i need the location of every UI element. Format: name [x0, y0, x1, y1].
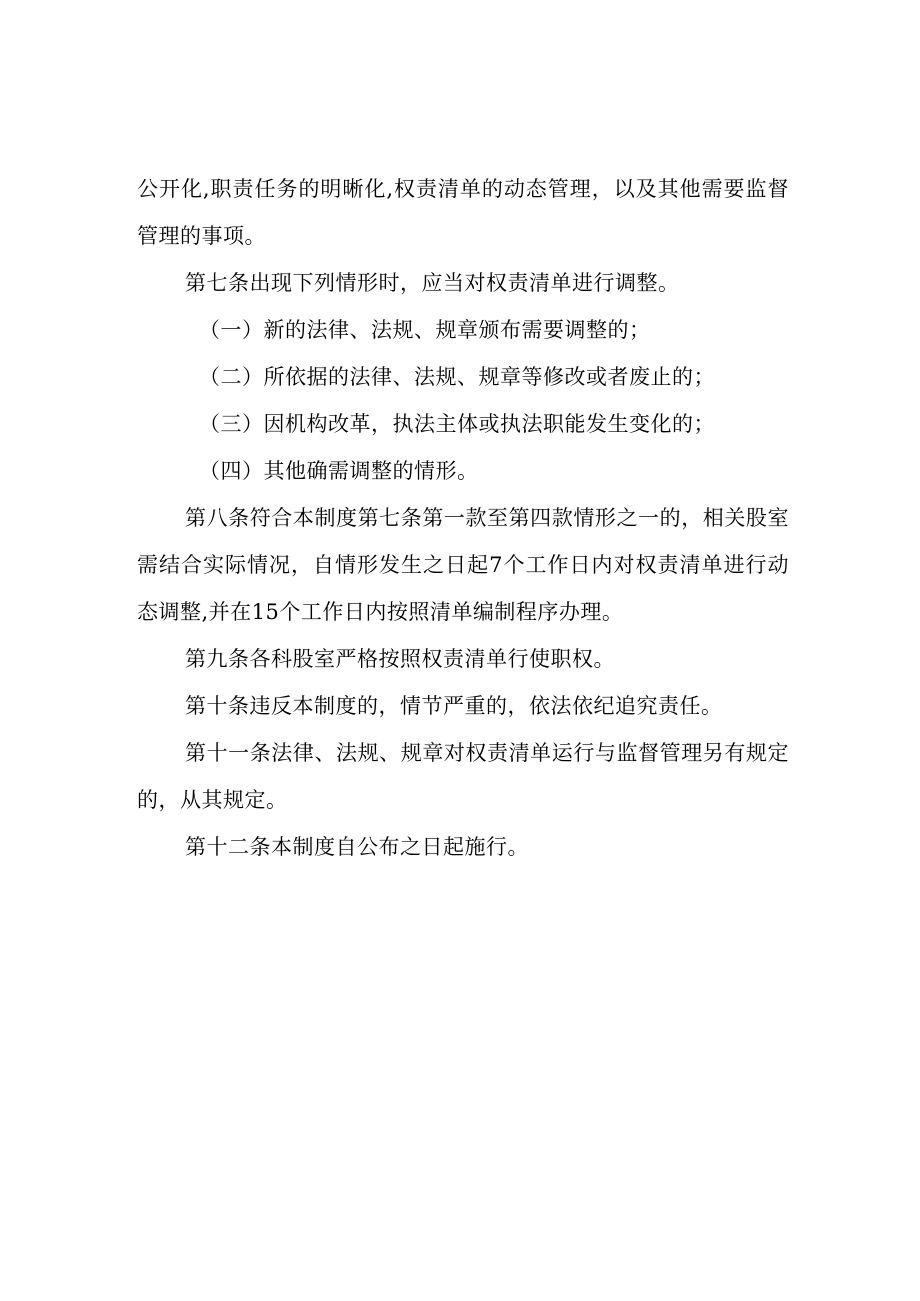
- article-7: 第七条出现下列情形时，应当对权责清单进行调整。: [185, 271, 680, 295]
- article-9: 第九条各科股室严格按照权责清单行使职权。: [185, 647, 615, 671]
- article-7-item-3: （三）因机构改革，执法主体或执法职能发生变化的；: [199, 412, 715, 436]
- article-8: 第八条符合本制度第七条第一款至第四款情形之一的，相关股室需结合实际情况，自情形发生之日起7个工作日内对权责清单进行动态调整,并在15个工作日内按照清单编制程序办理。: [137, 506, 789, 624]
- article-12: 第十二条本制度自公布之日起施行。: [185, 835, 529, 859]
- document-body: [137, 166, 789, 871]
- article-7-item-4: （四）其他确需调整的情形。: [199, 459, 479, 483]
- article-10: 第十条违反本制度的，情节严重的，依法依纪追究责任。: [185, 694, 723, 718]
- article-7-item-2: （二）所依据的法律、法规、规章等修改或者废止的；: [199, 365, 715, 389]
- paragraph-continuation: 公开化,职责任务的明晰化,权责清单的动态管理，以及其他需要监督管理的事项。: [137, 177, 789, 248]
- article-11: 第十一条法律、法规、规章对权责清单运行与监督管理另有规定的，从其规定。: [137, 741, 789, 812]
- article-7-item-1: （一）新的法律、法规、规章颁布需要调整的；: [199, 318, 651, 342]
